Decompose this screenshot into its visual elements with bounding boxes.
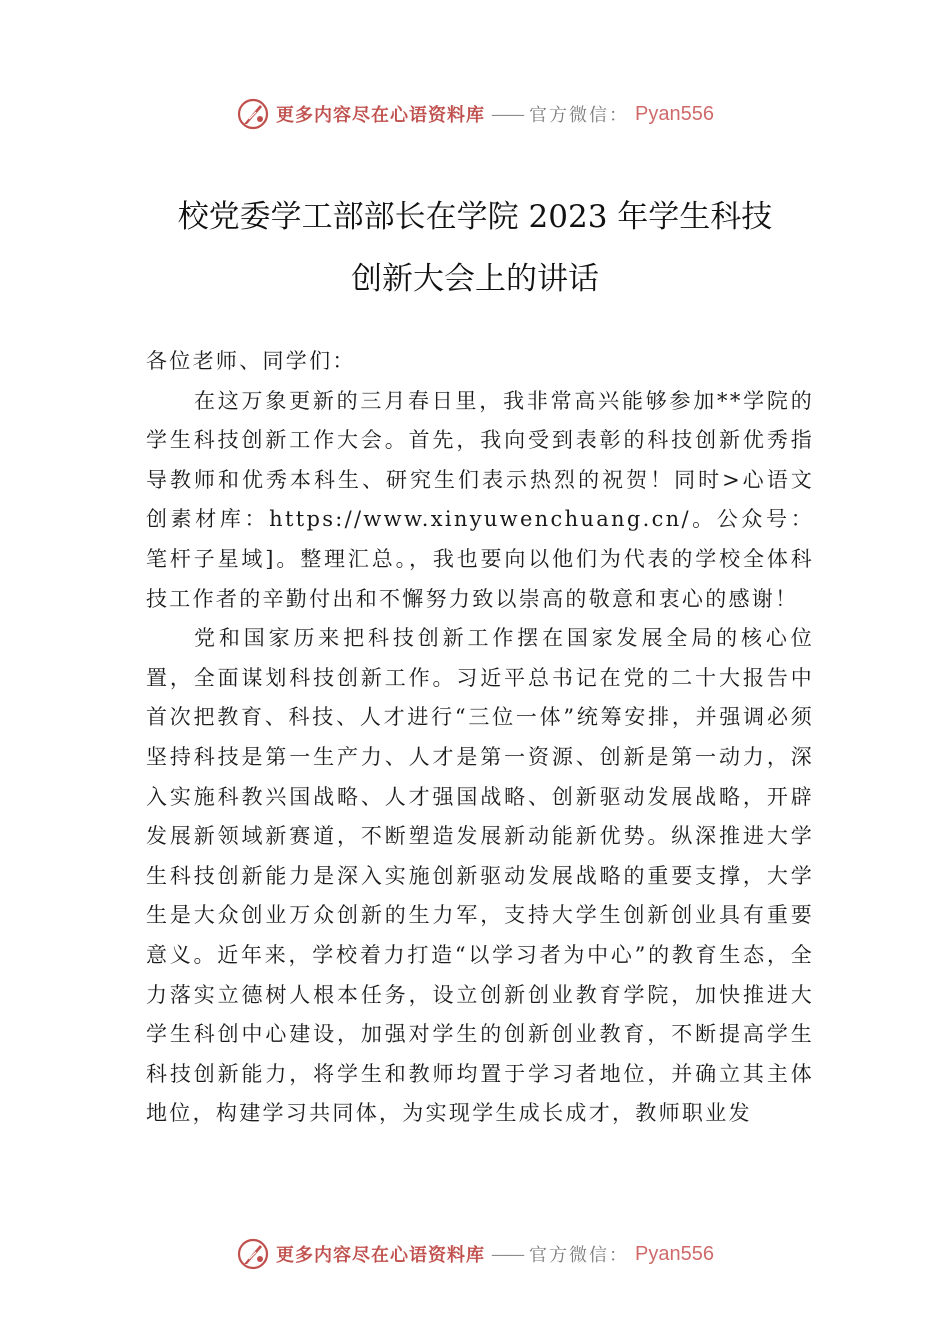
document-title xyxy=(100,186,850,310)
watermark-contact-label: 官方微信： xyxy=(529,1245,630,1266)
quill-logo-icon xyxy=(236,97,270,131)
watermark-wechat-id: Pyan556 xyxy=(635,102,714,125)
title-line-1: 校党委学工部部长在学院 2023 年学生科技 xyxy=(177,199,773,235)
watermark-dash: —— xyxy=(491,1243,524,1265)
title-line-2: 创新大会上的讲话 xyxy=(351,261,599,297)
salutation: 各位老师、同学们： xyxy=(146,349,356,373)
watermark-dash: —— xyxy=(491,103,524,125)
watermark-footer xyxy=(0,1232,950,1276)
watermark-contact-label: 官方微信： xyxy=(529,105,630,126)
watermark-brand: 更多内容尽在心语资料库 xyxy=(276,105,486,126)
watermark-wechat-id: Pyan556 xyxy=(635,1242,714,1265)
paragraph-2: 党和国家历来把科技创新工作摆在国家发展全局的核心位置，全面谋划科技创新工作。习近平总书记在党的二十大报告中首次把教育、科技、人才进行“三位一体”统筹安排，并强调必须坚持科技是第一生产力、人才是第一资源、创新是第一动力，深入实施科教兴国战略、人才强国战略、创新驱动发展战略，开辟发展新领域新赛道，不断塑造发展新动能新优势。纵深推进大学生科技创新能力是深入实施创新驱动发展战略的重要支撑，大学生是大众创业万众创新的生力军，支持大学生创新创业具有重要意义。近年来，学校着力打造“以学习者为中心”的教育生态，全力落实立德树人根本任务，设立创新创业教育学院，加快推进大学生科创中心建设，加强对学生的创新创业教育，不断提高学生科技创新能力，将学生和教师均置于学习者地位，并确立其主体地位，构建学习共同体，为实现学生成长成才，教师职业发 xyxy=(146,626,814,1126)
watermark-brand: 更多内容尽在心语资料库 xyxy=(276,1245,486,1266)
document-body xyxy=(146,342,814,1134)
quill-logo-icon xyxy=(236,1237,270,1271)
watermark-header xyxy=(0,92,950,136)
paragraph-1: 在这万象更新的三月春日里，我非常高兴能够参加**学院的学生科技创新工作大会。首先，我向受到表彰的科技创新优秀指导教师和优秀本科生、研究生们表示热烈的祝贺！同时>心语文创素材库：https://www.xinyuwenchuang.cn/。公众号：笔杆子星域]。整理汇总。，我也要向以他们为代表的学校全体科技工作者的辛勤付出和不懈努力致以崇高的敬意和衷心的感谢！ xyxy=(146,388,814,611)
